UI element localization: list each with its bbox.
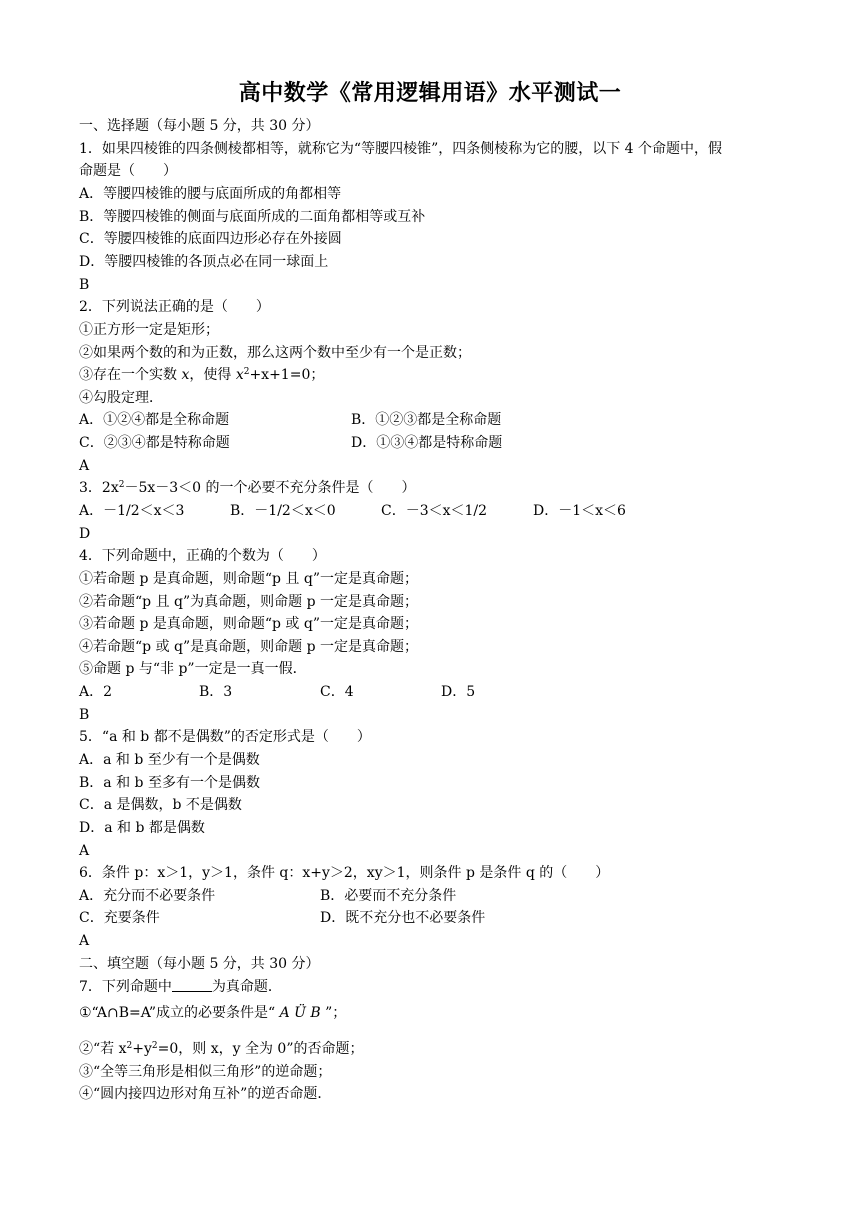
- q2-answer: A: [79, 458, 90, 474]
- q5-answer: A: [79, 843, 90, 859]
- q1-option-d: D．等腰四棱锥的各顶点必在同一球面上: [79, 254, 329, 270]
- q2-option-c: C．②③④都是特称命题: [79, 435, 230, 451]
- q4-option-b: B．3: [199, 684, 233, 700]
- q6-option-c: C．充要条件: [79, 910, 160, 926]
- q4-statement-4: ④若命题“p 或 q”是真命题，则命题 p 一定是真命题；: [79, 639, 418, 655]
- q5-stem: 5．“a 和 b 都不是偶数”的否定形式是（ ）: [79, 729, 371, 745]
- q6-answer: A: [79, 933, 90, 949]
- q4-option-a: A．2: [79, 684, 113, 700]
- q1-stem-line1: 1．如果四棱锥的四条侧棱都相等，就称它为“等腰四棱锥”，四条侧棱称为它的腰，以下 4 个命题中，假: [79, 141, 723, 157]
- q1-stem-line2: 命题是（ ）: [79, 163, 177, 179]
- q5-option-a: A．a 和 b 至少有一个是偶数: [79, 752, 260, 768]
- q7-statement-1: ①“A∩B=A”成立的必要条件是“ A Ü B ”；: [79, 1005, 347, 1021]
- q6-option-b: B．必要而不充分条件: [320, 888, 457, 904]
- q4-statement-2: ②若命题“p 且 q”为真命题，则命题 p 一定是真命题；: [79, 594, 418, 610]
- q4-statement-3: ③若命题 p 是真命题，则命题“p 或 q”一定是真命题；: [79, 616, 418, 632]
- q2-statement-1: ①正方形一定是矩形；: [79, 322, 219, 338]
- q3-stem: 3．$2x^2-5x-3<0$ 的一个必要不充分条件是（ ）: [79, 480, 416, 496]
- q3-option-d: D．－1＜x＜6: [533, 503, 626, 519]
- section-heading-choice: 一、选择题（每小题 5 分，共 30 分）: [79, 118, 320, 134]
- q1-option-c: C．等腰四棱锥的底面四边形必存在外接圆: [79, 231, 342, 247]
- q7-statement-2: ②“若 $x^2+y^2=0$，则 x，y 全为 0”的否命题；: [79, 1041, 364, 1057]
- q6-option-d: D．既不充分也不必要条件: [320, 910, 486, 926]
- q2-statement-3: ③存在一个实数 x，使得 $x^2+x+1=0$；: [79, 367, 325, 383]
- page-title: 高中数学《常用逻辑用语》水平测试一: [238, 80, 622, 106]
- q5-option-c: C．a 是偶数，b 不是偶数: [79, 797, 242, 813]
- q1-answer: B: [79, 277, 90, 293]
- q4-statement-1: ①若命题 p 是真命题，则命题“p 且 q”一定是真命题；: [79, 571, 418, 587]
- q2-option-b: B．①②③都是全称命题: [351, 412, 502, 428]
- q1-option-a: A．等腰四棱锥的腰与底面所成的角都相等: [79, 186, 342, 202]
- section-heading-fill: 二、填空题（每小题 5 分，共 30 分）: [79, 956, 320, 972]
- q5-option-d: D．a 和 b 都是偶数: [79, 820, 205, 836]
- q5-option-b: B．a 和 b 至多有一个是偶数: [79, 775, 260, 791]
- answer-blank[interactable]: [172, 978, 212, 992]
- q3-answer: D: [79, 526, 91, 542]
- q2-option-a: A．①②④都是全称命题: [79, 412, 230, 428]
- q4-statement-5: ⑤命题 p 与“非 p”一定是一真一假．: [79, 661, 307, 677]
- q2-statement-2: ②如果两个数的和为正数，那么这两个数中至少有一个是正数；: [79, 345, 471, 361]
- q1-option-b: B．等腰四棱锥的侧面与底面所成的二面角都相等或互补: [79, 209, 426, 225]
- q4-option-d: D．5: [441, 684, 476, 700]
- q4-answer: B: [79, 707, 90, 723]
- q2-option-d: D．①③④都是特称命题: [351, 435, 503, 451]
- q3-option-c: C．－3＜x＜1/2: [381, 503, 488, 519]
- q4-stem: 4．下列命题中，正确的个数为（ ）: [79, 548, 326, 564]
- q7-statement-3: ③“全等三角形是相似三角形”的逆命题；: [79, 1064, 332, 1080]
- q3-option-a: A．－1/2＜x＜3: [79, 503, 185, 519]
- q4-option-c: C．4: [320, 684, 354, 700]
- q7-stem: 7．下列命题中 为真命题．: [79, 979, 282, 995]
- q6-option-a: A．充分而不必要条件: [79, 888, 216, 904]
- q7-statement-4: ④“圆内接四边形对角互补”的逆否命题．: [79, 1086, 332, 1102]
- q3-option-b: B．－1/2＜x＜0: [230, 503, 336, 519]
- q2-statement-4: ④勾股定理．: [79, 390, 163, 406]
- q2-stem: 2．下列说法正确的是（ ）: [79, 299, 270, 315]
- q6-stem: 6．条件 p：x＞1，y＞1，条件 q：x+y＞2，xy＞1，则条件 p 是条件 q 的（ ）: [79, 865, 610, 881]
